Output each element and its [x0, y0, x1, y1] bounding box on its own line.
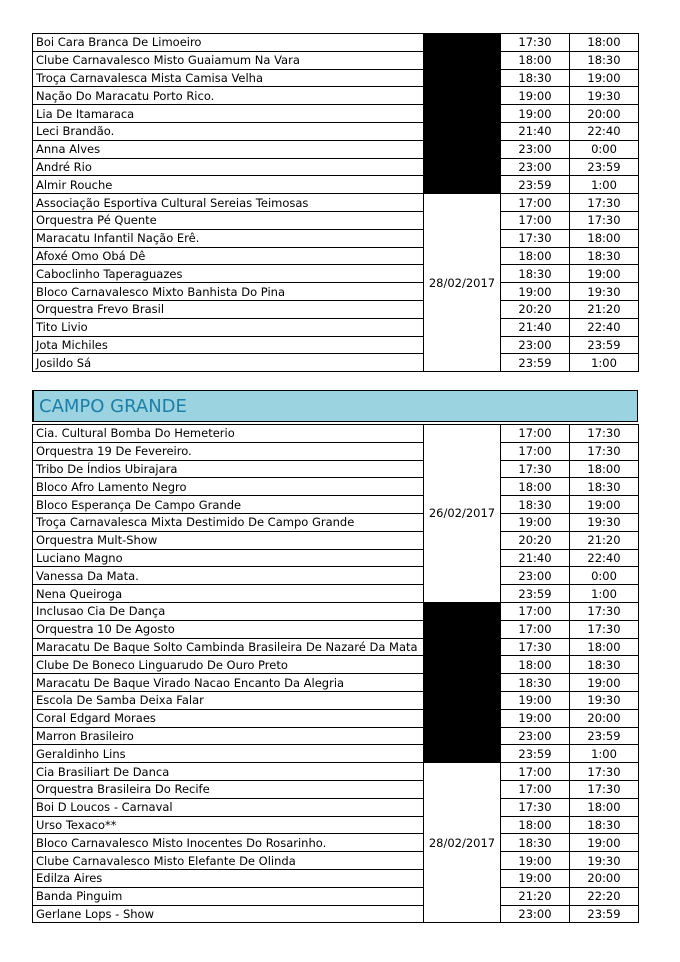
table-row — [33, 727, 639, 745]
start-time: 18:30 — [501, 69, 570, 87]
start-time: 18:00 — [501, 656, 570, 674]
table-row — [33, 34, 639, 52]
table-row — [33, 656, 639, 674]
start-time: 21:20 — [501, 887, 570, 905]
end-time: 20:00 — [570, 709, 639, 727]
table-row — [33, 194, 639, 212]
end-time: 18:30 — [570, 656, 639, 674]
start-time: 19:00 — [501, 869, 570, 887]
start-time: 18:30 — [501, 496, 570, 514]
end-time: 19:00 — [570, 69, 639, 87]
end-time: 19:00 — [570, 674, 639, 692]
start-time: 17:00 — [501, 780, 570, 798]
start-time: 23:00 — [501, 567, 570, 585]
performer-name: Edilza Aires — [33, 869, 424, 887]
start-time: 17:00 — [501, 425, 570, 443]
table-row — [33, 283, 639, 301]
start-time: 17:30 — [501, 34, 570, 52]
performer-name: Tribo De Índios Ubirajara — [33, 460, 424, 478]
performer-name: Cia Brasiliart De Danca — [33, 763, 424, 781]
performer-name: Orquestra Pé Quente — [33, 211, 424, 229]
performer-name: Coral Edgard Moraes — [33, 709, 424, 727]
performer-name: Clube Carnavalesco Misto Guaiamum Na Vara — [33, 51, 424, 69]
end-time: 1:00 — [570, 585, 639, 603]
table-row — [33, 51, 639, 69]
table-row — [33, 763, 639, 781]
table-row — [33, 229, 639, 247]
start-time: 17:00 — [501, 602, 570, 620]
schedule-table-campo-grande — [32, 424, 639, 923]
performer-name: Josildo Sá — [33, 354, 424, 372]
performer-name: Afoxé Omo Obá Dê — [33, 247, 424, 265]
table-row — [33, 211, 639, 229]
start-time: 23:59 — [501, 585, 570, 603]
performer-name: Anna Alves — [33, 140, 424, 158]
table-row — [33, 122, 639, 140]
start-time: 19:00 — [501, 105, 570, 123]
end-time: 19:00 — [570, 834, 639, 852]
table-row — [33, 87, 639, 105]
start-time: 20:20 — [501, 300, 570, 318]
end-time: 0:00 — [570, 567, 639, 585]
performer-name: Clube De Boneco Linguarudo De Ouro Preto — [33, 656, 424, 674]
performer-name: Lia De Itamaraca — [33, 105, 424, 123]
start-time: 21:40 — [501, 318, 570, 336]
start-time: 19:00 — [501, 283, 570, 301]
performer-name: Boi Cara Branca De Limoeiro — [33, 34, 424, 52]
performer-name: Orquestra 19 De Fevereiro. — [33, 442, 424, 460]
date-label: 28/02/2017 — [428, 275, 496, 290]
date-label: 28/02/2017 — [428, 835, 496, 850]
performer-name: Orquestra Brasileira Do Recife — [33, 780, 424, 798]
date-cell — [424, 763, 501, 923]
end-time: 18:30 — [570, 478, 639, 496]
start-time: 17:30 — [501, 460, 570, 478]
table-row — [33, 140, 639, 158]
performer-name: Luciano Magno — [33, 549, 424, 567]
performer-name: Vanessa Da Mata. — [33, 567, 424, 585]
performer-name: Marron Brasileiro — [33, 727, 424, 745]
performer-name: Orquestra Frevo Brasil — [33, 300, 424, 318]
performer-name: Bloco Afro Lamento Negro — [33, 478, 424, 496]
table-row — [33, 69, 639, 87]
start-time: 18:00 — [501, 816, 570, 834]
table-row — [33, 176, 639, 194]
table-row — [33, 852, 639, 870]
schedule-table-top — [32, 33, 639, 372]
start-time: 17:00 — [501, 211, 570, 229]
table-row — [33, 887, 639, 905]
table-row — [33, 318, 639, 336]
end-time: 17:30 — [570, 442, 639, 460]
table-row — [33, 674, 639, 692]
schedule-table-campo-grande-body — [33, 425, 639, 923]
start-time: 17:00 — [501, 194, 570, 212]
performer-name: Troça Carnavalesca Mixta Destimido De Campo Grande — [33, 513, 424, 531]
performer-name: Caboclinho Taperaguazes — [33, 265, 424, 283]
date-label: 27/02/2017 — [428, 106, 496, 121]
end-time: 1:00 — [570, 354, 639, 372]
start-time: 17:00 — [501, 763, 570, 781]
table-row — [33, 834, 639, 852]
table-row — [33, 354, 639, 372]
end-time: 19:30 — [570, 87, 639, 105]
start-time: 23:00 — [501, 905, 570, 923]
table-row — [33, 513, 639, 531]
performer-name: Maracatu De Baque Solto Cambinda Brasileira De Nazaré Da Mata — [33, 638, 424, 656]
start-time: 18:00 — [501, 247, 570, 265]
table-row — [33, 709, 639, 727]
table-row — [33, 691, 639, 709]
table-row — [33, 460, 639, 478]
end-time: 19:00 — [570, 265, 639, 283]
start-time: 23:00 — [501, 158, 570, 176]
performer-name: Maracatu Infantil Nação Erê. — [33, 229, 424, 247]
start-time: 19:00 — [501, 852, 570, 870]
start-time: 21:40 — [501, 122, 570, 140]
table-row — [33, 496, 639, 514]
table-row — [33, 549, 639, 567]
table-row — [33, 816, 639, 834]
end-time: 17:30 — [570, 763, 639, 781]
date-cell — [424, 194, 501, 372]
table-row — [33, 567, 639, 585]
table-row — [33, 158, 639, 176]
end-time: 19:30 — [570, 691, 639, 709]
start-time: 23:59 — [501, 354, 570, 372]
start-time: 17:30 — [501, 229, 570, 247]
end-time: 23:59 — [570, 336, 639, 354]
performer-name: Escola De Samba Deixa Falar — [33, 691, 424, 709]
end-time: 22:20 — [570, 887, 639, 905]
end-time: 17:30 — [570, 425, 639, 443]
end-time: 19:30 — [570, 852, 639, 870]
start-time: 21:40 — [501, 549, 570, 567]
end-time: 18:30 — [570, 51, 639, 69]
end-time: 23:59 — [570, 158, 639, 176]
start-time: 18:30 — [501, 674, 570, 692]
start-time: 20:20 — [501, 531, 570, 549]
section-header-campo-grande — [32, 390, 638, 422]
end-time: 17:30 — [570, 780, 639, 798]
end-time: 22:40 — [570, 122, 639, 140]
performer-name: Geraldinho Lins — [33, 745, 424, 763]
end-time: 23:59 — [570, 905, 639, 923]
table-row — [33, 620, 639, 638]
performer-name: Bloco Esperança De Campo Grande — [33, 496, 424, 514]
table-row — [33, 336, 639, 354]
performer-name: Clube Carnavalesco Misto Elefante De Olinda — [33, 852, 424, 870]
performer-name: Almir Rouche — [33, 176, 424, 194]
end-time: 1:00 — [570, 745, 639, 763]
performer-name: Jota Michiles — [33, 336, 424, 354]
date-label: 26/02/2017 — [428, 506, 496, 521]
table-row — [33, 745, 639, 763]
end-time: 19:00 — [570, 496, 639, 514]
performer-name: Urso Texaco** — [33, 816, 424, 834]
start-time: 19:00 — [501, 709, 570, 727]
performer-name: Associação Esportiva Cultural Sereias Teimosas — [33, 194, 424, 212]
start-time: 17:30 — [501, 798, 570, 816]
start-time: 23:59 — [501, 745, 570, 763]
end-time: 17:30 — [570, 620, 639, 638]
performer-name: Nena Queiroga — [33, 585, 424, 603]
end-time: 17:30 — [570, 211, 639, 229]
table-row — [33, 602, 639, 620]
end-time: 22:40 — [570, 549, 639, 567]
end-time: 21:20 — [570, 531, 639, 549]
performer-name: Orquestra 10 De Agosto — [33, 620, 424, 638]
start-time: 23:00 — [501, 140, 570, 158]
start-time: 23:00 — [501, 336, 570, 354]
table-row — [33, 300, 639, 318]
start-time: 23:00 — [501, 727, 570, 745]
table-row — [33, 585, 639, 603]
end-time: 18:00 — [570, 638, 639, 656]
performer-name: Bloco Carnavalesco Mixto Banhista Do Pina — [33, 283, 424, 301]
end-time: 19:30 — [570, 283, 639, 301]
performer-name: Boi D Loucos - Carnaval — [33, 798, 424, 816]
date-label: 27/02/2017 — [428, 675, 496, 690]
end-time: 19:30 — [570, 513, 639, 531]
table-row — [33, 265, 639, 283]
performer-name: Banda Pinguim — [33, 887, 424, 905]
performer-name: Maracatu De Baque Virado Nacao Encanto Da Alegria — [33, 674, 424, 692]
start-time: 19:00 — [501, 691, 570, 709]
end-time: 18:30 — [570, 247, 639, 265]
end-time: 18:00 — [570, 798, 639, 816]
table-row — [33, 638, 639, 656]
date-cell — [424, 425, 501, 603]
performer-name: Cia. Cultural Bomba Do Hemeterio — [33, 425, 424, 443]
start-time: 17:00 — [501, 620, 570, 638]
end-time: 18:00 — [570, 229, 639, 247]
date-cell — [424, 34, 501, 194]
end-time: 22:40 — [570, 318, 639, 336]
schedule-table-top-body — [33, 34, 639, 372]
performer-name: Bloco Carnavalesco Misto Inocentes Do Rosarinho. — [33, 834, 424, 852]
performer-name: Troça Carnavalesca Mista Camisa Velha — [33, 69, 424, 87]
end-time: 18:00 — [570, 34, 639, 52]
start-time: 23:59 — [501, 176, 570, 194]
end-time: 18:00 — [570, 460, 639, 478]
table-row — [33, 442, 639, 460]
end-time: 21:20 — [570, 300, 639, 318]
end-time: 17:30 — [570, 194, 639, 212]
performer-name: Inclusao Cia De Dança — [33, 602, 424, 620]
end-time: 0:00 — [570, 140, 639, 158]
start-time: 18:00 — [501, 51, 570, 69]
end-time: 1:00 — [570, 176, 639, 194]
performer-name: André Rio — [33, 158, 424, 176]
start-time: 17:30 — [501, 638, 570, 656]
table-row — [33, 531, 639, 549]
start-time: 18:00 — [501, 478, 570, 496]
end-time: 17:30 — [570, 602, 639, 620]
start-time: 18:30 — [501, 834, 570, 852]
performer-name: Leci Brandão. — [33, 122, 424, 140]
table-row — [33, 780, 639, 798]
end-time: 23:59 — [570, 727, 639, 745]
table-row — [33, 798, 639, 816]
table-row — [33, 478, 639, 496]
table-row — [33, 247, 639, 265]
performer-name: Gerlane Lops - Show — [33, 905, 424, 923]
end-time: 18:30 — [570, 816, 639, 834]
table-row — [33, 425, 639, 443]
performer-name: Nação Do Maracatu Porto Rico. — [33, 87, 424, 105]
table-row — [33, 905, 639, 923]
start-time: 17:00 — [501, 442, 570, 460]
date-cell — [424, 602, 501, 762]
start-time: 19:00 — [501, 513, 570, 531]
table-row — [33, 105, 639, 123]
performer-name: Orquestra Mult-Show — [33, 531, 424, 549]
section-title: CAMPO GRANDE — [39, 396, 187, 417]
end-time: 20:00 — [570, 869, 639, 887]
performer-name: Tito Livio — [33, 318, 424, 336]
start-time: 18:30 — [501, 265, 570, 283]
table-row — [33, 869, 639, 887]
start-time: 19:00 — [501, 87, 570, 105]
end-time: 20:00 — [570, 105, 639, 123]
